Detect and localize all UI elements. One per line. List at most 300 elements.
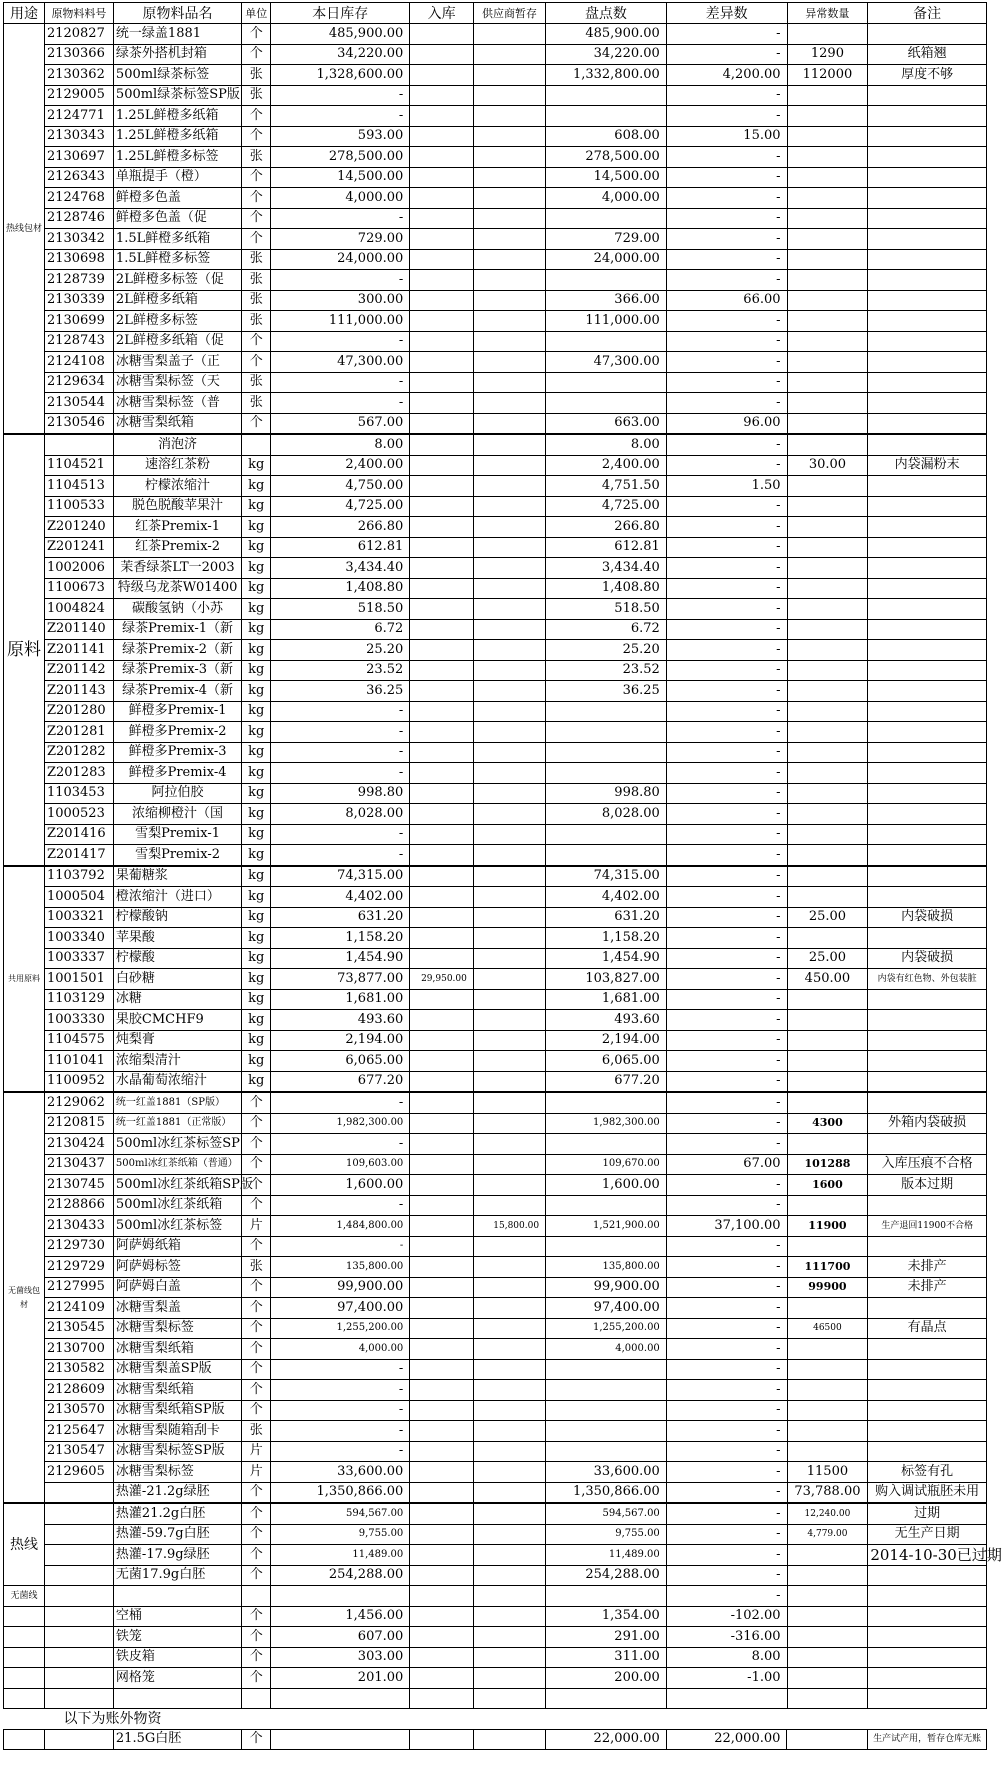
- table-cell: 493.60: [546, 1010, 667, 1031]
- table-cell: kg: [242, 537, 271, 558]
- table-cell: 雪梨Premix-2: [113, 845, 241, 866]
- table-cell: kg: [242, 866, 271, 887]
- table-cell: 29,950.00: [410, 969, 474, 990]
- table-cell: -: [271, 1359, 410, 1380]
- table-cell: [473, 1524, 545, 1545]
- table-cell: 个: [242, 1175, 271, 1196]
- table-cell: -: [666, 948, 787, 969]
- table-row: [4, 783, 987, 804]
- table-row: [4, 1257, 987, 1278]
- table-cell: 111,000.00: [271, 311, 410, 332]
- table-cell: [546, 1092, 667, 1113]
- table-cell: 33,600.00: [546, 1462, 667, 1483]
- table-cell: [410, 1051, 474, 1072]
- table-cell: 500ml冰红茶纸箱: [113, 1195, 241, 1216]
- table-cell: 个: [242, 1298, 271, 1319]
- table-cell: [868, 270, 987, 291]
- table-cell: 雪梨Premix-1: [113, 824, 241, 845]
- table-cell: 1,158.20: [271, 928, 410, 949]
- table-cell: 个: [242, 24, 271, 45]
- table-cell: [546, 1441, 667, 1462]
- table-cell: [410, 167, 474, 188]
- table-cell: [410, 1462, 474, 1483]
- table-cell: [787, 496, 868, 517]
- table-cell: [473, 106, 545, 127]
- table-cell: 张: [242, 147, 271, 168]
- table-cell: -: [666, 24, 787, 45]
- table-row: [4, 517, 987, 538]
- table-cell: [868, 352, 987, 373]
- table-cell: [473, 1010, 545, 1031]
- table-cell: -: [666, 619, 787, 640]
- table-cell: 1004824: [44, 599, 113, 620]
- table-cell: [44, 1503, 113, 1524]
- table-cell: 1,454.90: [271, 948, 410, 969]
- table-cell: 2128739: [44, 270, 113, 291]
- table-cell: 鲜橙多Premix-3: [113, 742, 241, 763]
- table-cell: [473, 331, 545, 352]
- table-cell: 2127995: [44, 1277, 113, 1298]
- table-cell: [410, 1359, 474, 1380]
- table-cell: [473, 1236, 545, 1257]
- off-book-table: [3, 1709, 987, 1750]
- table-cell: 11,489.00: [271, 1545, 410, 1566]
- table-cell: [473, 887, 545, 908]
- table-cell: 3,434.40: [271, 558, 410, 579]
- table-cell: [787, 681, 868, 702]
- table-cell: 2130697: [44, 147, 113, 168]
- table-cell: [410, 1010, 474, 1031]
- table-cell: [868, 311, 987, 332]
- table-cell: [546, 85, 667, 106]
- table-cell: [473, 44, 545, 65]
- table-cell: 8.00: [546, 434, 667, 455]
- table-cell: 1001501: [44, 969, 113, 990]
- table-row: [4, 496, 987, 517]
- group-label: 无菌线包材: [4, 1092, 45, 1503]
- table-row: [4, 1071, 987, 1092]
- table-row: [4, 290, 987, 311]
- table-row: [4, 845, 987, 866]
- table-cell: Z201240: [44, 517, 113, 538]
- table-row: [4, 24, 987, 45]
- table-cell: 1002006: [44, 558, 113, 579]
- table-cell: 4,779.00: [787, 1524, 868, 1545]
- table-cell: 6.72: [546, 619, 667, 640]
- table-cell: [410, 1627, 474, 1648]
- table-cell: -: [271, 1441, 410, 1462]
- table-cell: kg: [242, 824, 271, 845]
- table-cell: -: [666, 188, 787, 209]
- table-cell: 冰糖雪梨标签（天: [113, 372, 241, 393]
- table-cell: [546, 722, 667, 743]
- table-cell: 46500: [787, 1318, 868, 1339]
- table-cell: kg: [242, 619, 271, 640]
- table-cell: -: [666, 1586, 787, 1607]
- table-cell: [44, 1668, 113, 1689]
- table-cell: [473, 1380, 545, 1401]
- table-cell: 23.52: [271, 660, 410, 681]
- table-cell: 8.00: [271, 434, 410, 455]
- table-cell: -: [271, 1092, 410, 1113]
- table-cell: 2130700: [44, 1339, 113, 1360]
- table-cell: [868, 1134, 987, 1155]
- table-cell: [410, 476, 474, 497]
- table-cell: 14,500.00: [271, 167, 410, 188]
- table-cell: -: [666, 208, 787, 229]
- table-cell: kg: [242, 558, 271, 579]
- table-cell: 个: [242, 229, 271, 250]
- table-cell: [868, 824, 987, 845]
- table-cell: [473, 126, 545, 147]
- table-cell: 个: [242, 352, 271, 373]
- table-cell: [473, 188, 545, 209]
- table-cell: [787, 1298, 868, 1319]
- table-cell: 998.80: [271, 783, 410, 804]
- table-cell: [868, 1236, 987, 1257]
- table-cell: -: [666, 496, 787, 517]
- table-row: [4, 1277, 987, 1298]
- table-cell: [473, 496, 545, 517]
- table-cell: [787, 24, 868, 45]
- table-cell: 2L鲜橙多标签: [113, 311, 241, 332]
- table-row: [4, 1175, 987, 1196]
- table-cell: [787, 887, 868, 908]
- group-label: 原料: [4, 434, 45, 866]
- table-row: [4, 476, 987, 497]
- table-cell: [787, 1051, 868, 1072]
- table-cell: 个: [242, 1092, 271, 1113]
- table-cell: [787, 188, 868, 209]
- table-cell: 1,456.00: [271, 1606, 410, 1627]
- table-cell: [271, 1586, 410, 1607]
- table-cell: -: [666, 1051, 787, 1072]
- table-row: [4, 866, 987, 887]
- table-cell: -: [666, 1359, 787, 1380]
- table-cell: 34,220.00: [271, 44, 410, 65]
- table-cell: -: [271, 722, 410, 743]
- off-book-section: [3, 1709, 987, 1750]
- table-cell: [410, 887, 474, 908]
- table-cell: Z201142: [44, 660, 113, 681]
- table-row: [4, 1113, 987, 1134]
- table-cell: -: [666, 1545, 787, 1566]
- table-cell: 4,200.00: [666, 65, 787, 86]
- table-cell: -: [666, 147, 787, 168]
- table-cell: 1003337: [44, 948, 113, 969]
- table-cell: 2L鲜橙多标签（促: [113, 270, 241, 291]
- table-cell: 2130582: [44, 1359, 113, 1380]
- table-cell: [868, 517, 987, 538]
- table-row: [4, 1586, 987, 1607]
- table-cell: [787, 372, 868, 393]
- table-cell: 22,000.00: [546, 1729, 667, 1750]
- table-cell: [410, 1647, 474, 1668]
- table-cell: -: [271, 208, 410, 229]
- table-row: [4, 742, 987, 763]
- table-cell: [868, 126, 987, 147]
- table-cell: 15,800.00: [473, 1216, 545, 1237]
- table-cell: [787, 85, 868, 106]
- table-cell: [868, 24, 987, 45]
- table-cell: 1,600.00: [546, 1175, 667, 1196]
- table-cell: -: [271, 1134, 410, 1155]
- table-cell: 张: [242, 311, 271, 332]
- table-cell: [410, 599, 474, 620]
- table-cell: -: [271, 1400, 410, 1421]
- table-cell: 绿茶Premix-1（新: [113, 619, 241, 640]
- table-cell: 135,800.00: [271, 1257, 410, 1278]
- table-cell: 1.25L鲜橙多纸箱: [113, 126, 241, 147]
- table-cell: [473, 147, 545, 168]
- table-cell: Z201283: [44, 763, 113, 784]
- table-cell: [868, 1030, 987, 1051]
- table-cell: kg: [242, 1051, 271, 1072]
- table-cell: [787, 783, 868, 804]
- table-cell: 果葡糖浆: [113, 866, 241, 887]
- table-cell: [473, 1668, 545, 1689]
- table-cell: 冰糖雪梨纸箱: [113, 1380, 241, 1401]
- table-cell: [473, 1030, 545, 1051]
- table-cell: 未排产: [868, 1277, 987, 1298]
- table-cell: 111,000.00: [546, 311, 667, 332]
- table-row: [4, 1441, 987, 1462]
- table-cell: 631.20: [271, 907, 410, 928]
- table-cell: [410, 1482, 474, 1503]
- table-cell: kg: [242, 496, 271, 517]
- table-cell: [410, 701, 474, 722]
- table-cell: -: [666, 517, 787, 538]
- table-cell: kg: [242, 763, 271, 784]
- table-cell: 1103453: [44, 783, 113, 804]
- table-cell: 张: [242, 65, 271, 86]
- table-cell: 热灌-17.9g绿胚: [113, 1545, 241, 1566]
- table-cell: 608.00: [546, 126, 667, 147]
- table-cell: -: [666, 578, 787, 599]
- table-cell: 张: [242, 85, 271, 106]
- table-cell: 冰糖雪梨纸箱: [113, 1339, 241, 1360]
- table-cell: -: [666, 824, 787, 845]
- table-cell: 2130342: [44, 229, 113, 250]
- table-cell: 311.00: [546, 1647, 667, 1668]
- table-cell: 36.25: [546, 681, 667, 702]
- table-cell: 1,255,200.00: [271, 1318, 410, 1339]
- table-cell: 阿萨姆白盖: [113, 1277, 241, 1298]
- table-cell: [546, 393, 667, 414]
- table-cell: -: [666, 701, 787, 722]
- table-cell: [473, 701, 545, 722]
- table-cell: [410, 1380, 474, 1401]
- table-cell: [410, 1030, 474, 1051]
- table-cell: 663.00: [546, 413, 667, 434]
- table-cell: 水晶葡萄浓缩汁: [113, 1071, 241, 1092]
- group-label: 热线: [4, 1503, 45, 1586]
- table-cell: 内袋破损: [868, 948, 987, 969]
- table-cell: [410, 455, 474, 476]
- table-cell: [473, 537, 545, 558]
- table-cell: [546, 331, 667, 352]
- group-label: 热线包材: [4, 24, 45, 435]
- table-cell: 个: [242, 1318, 271, 1339]
- table-cell: 607.00: [271, 1627, 410, 1648]
- table-cell: [410, 948, 474, 969]
- table-cell: [410, 804, 474, 825]
- table-cell: 个: [242, 1339, 271, 1360]
- table-cell: [242, 1688, 271, 1709]
- table-cell: [473, 742, 545, 763]
- table-cell: 张: [242, 1257, 271, 1278]
- table-cell: 2124771: [44, 106, 113, 127]
- table-cell: [410, 106, 474, 127]
- table-cell: 2,400.00: [546, 455, 667, 476]
- table-cell: -: [666, 1071, 787, 1092]
- table-cell: [410, 65, 474, 86]
- table-row: [4, 270, 987, 291]
- table-cell: kg: [242, 742, 271, 763]
- table-cell: [473, 1277, 545, 1298]
- table-cell: 1,408.80: [546, 578, 667, 599]
- table-cell: [113, 1586, 241, 1607]
- table-cell: kg: [242, 969, 271, 990]
- table-cell: -: [666, 455, 787, 476]
- table-cell: [410, 311, 474, 332]
- table-cell: [410, 229, 474, 250]
- table-cell: [410, 619, 474, 640]
- table-cell: [787, 845, 868, 866]
- table-cell: 11500: [787, 1462, 868, 1483]
- table-cell: 1104575: [44, 1030, 113, 1051]
- table-cell: [473, 969, 545, 990]
- table-cell: -: [666, 1318, 787, 1339]
- table-row: [4, 434, 987, 455]
- table-cell: 1.5L鲜橙多纸箱: [113, 229, 241, 250]
- table-row: [4, 1524, 987, 1545]
- table-cell: [410, 1524, 474, 1545]
- table-cell: [473, 948, 545, 969]
- table-cell: 8,028.00: [546, 804, 667, 825]
- table-cell: [473, 517, 545, 538]
- table-cell: 500ml冰红茶标签: [113, 1216, 241, 1237]
- table-cell: [473, 640, 545, 661]
- table-cell: [473, 558, 545, 579]
- table-cell: [868, 496, 987, 517]
- table-cell: 个: [242, 1380, 271, 1401]
- table-cell: 25.20: [271, 640, 410, 661]
- table-cell: 2130545: [44, 1318, 113, 1339]
- table-cell: 1003340: [44, 928, 113, 949]
- table-cell: [868, 331, 987, 352]
- table-cell: -: [666, 783, 787, 804]
- table-cell: 生产退回11900不合格: [868, 1216, 987, 1237]
- table-cell: [410, 270, 474, 291]
- table-cell: 绿茶Premix-4（新: [113, 681, 241, 702]
- table-cell: [473, 1257, 545, 1278]
- table-row: [4, 804, 987, 825]
- table-cell: 无菌17.9g白胚: [113, 1565, 241, 1586]
- table-cell: 266.80: [271, 517, 410, 538]
- table-cell: [473, 1051, 545, 1072]
- table-cell: [868, 1688, 987, 1709]
- table-cell: kg: [242, 948, 271, 969]
- table-cell: [787, 1339, 868, 1360]
- header-cell: 差异数: [666, 3, 787, 24]
- table-cell: 1.25L鲜橙多标签: [113, 147, 241, 168]
- table-cell: -: [666, 928, 787, 949]
- table-cell: [868, 928, 987, 949]
- table-cell: [787, 270, 868, 291]
- table-cell: -: [271, 824, 410, 845]
- table-cell: 个: [242, 208, 271, 229]
- table-cell: 2014-10-30已过期: [868, 1545, 987, 1566]
- table-cell: [787, 249, 868, 270]
- table-cell: 729.00: [546, 229, 667, 250]
- table-cell: 4,402.00: [546, 887, 667, 908]
- table-cell: kg: [242, 455, 271, 476]
- table-cell: -: [666, 845, 787, 866]
- table-cell: -: [666, 887, 787, 908]
- table-cell: -: [666, 804, 787, 825]
- table-row: [4, 701, 987, 722]
- table-cell: [787, 619, 868, 640]
- table-cell: 红茶Premix-1: [113, 517, 241, 538]
- table-cell: [473, 1154, 545, 1175]
- table-cell: -: [666, 1462, 787, 1483]
- table-row: [4, 1688, 987, 1709]
- table-cell: -: [666, 1113, 787, 1134]
- table-cell: [787, 1092, 868, 1113]
- table-cell: 个: [242, 1627, 271, 1648]
- table-cell: -: [666, 907, 787, 928]
- table-cell: 4,725.00: [546, 496, 667, 517]
- table-cell: -: [666, 85, 787, 106]
- table-cell: 12,240.00: [787, 1503, 868, 1524]
- table-cell: [410, 928, 474, 949]
- table-cell: [473, 1092, 545, 1113]
- table-cell: 4,725.00: [271, 496, 410, 517]
- table-cell: [473, 660, 545, 681]
- table-cell: [410, 147, 474, 168]
- table-cell: [410, 1092, 474, 1113]
- table-cell: 碳酸氢钠（小苏: [113, 599, 241, 620]
- table-cell: 内袋漏粉末: [868, 455, 987, 476]
- table-row: [4, 188, 987, 209]
- table-cell: 33,600.00: [271, 1462, 410, 1483]
- table-cell: [410, 44, 474, 65]
- table-cell: [473, 619, 545, 640]
- table-cell: 2130437: [44, 1154, 113, 1175]
- table-cell: [546, 1359, 667, 1380]
- table-cell: 2128609: [44, 1380, 113, 1401]
- table-cell: 99900: [787, 1277, 868, 1298]
- table-cell: 1104513: [44, 476, 113, 497]
- table-cell: -102.00: [666, 1606, 787, 1627]
- table-cell: 4,000.00: [271, 188, 410, 209]
- table-cell: 1100673: [44, 578, 113, 599]
- table-cell: 1103129: [44, 989, 113, 1010]
- table-cell: 柠檬酸钠: [113, 907, 241, 928]
- table-cell: 2130366: [44, 44, 113, 65]
- table-cell: 1.5L鲜橙多标签: [113, 249, 241, 270]
- table-cell: -: [666, 742, 787, 763]
- table-cell: 450.00: [787, 969, 868, 990]
- table-cell: 500ml冰红茶标签SP: [113, 1134, 241, 1155]
- table-cell: 485,900.00: [271, 24, 410, 45]
- table-cell: kg: [242, 578, 271, 599]
- table-cell: [868, 599, 987, 620]
- header-cell: 异常数量: [787, 3, 868, 24]
- table-cell: -: [666, 434, 787, 455]
- table-cell: [868, 640, 987, 661]
